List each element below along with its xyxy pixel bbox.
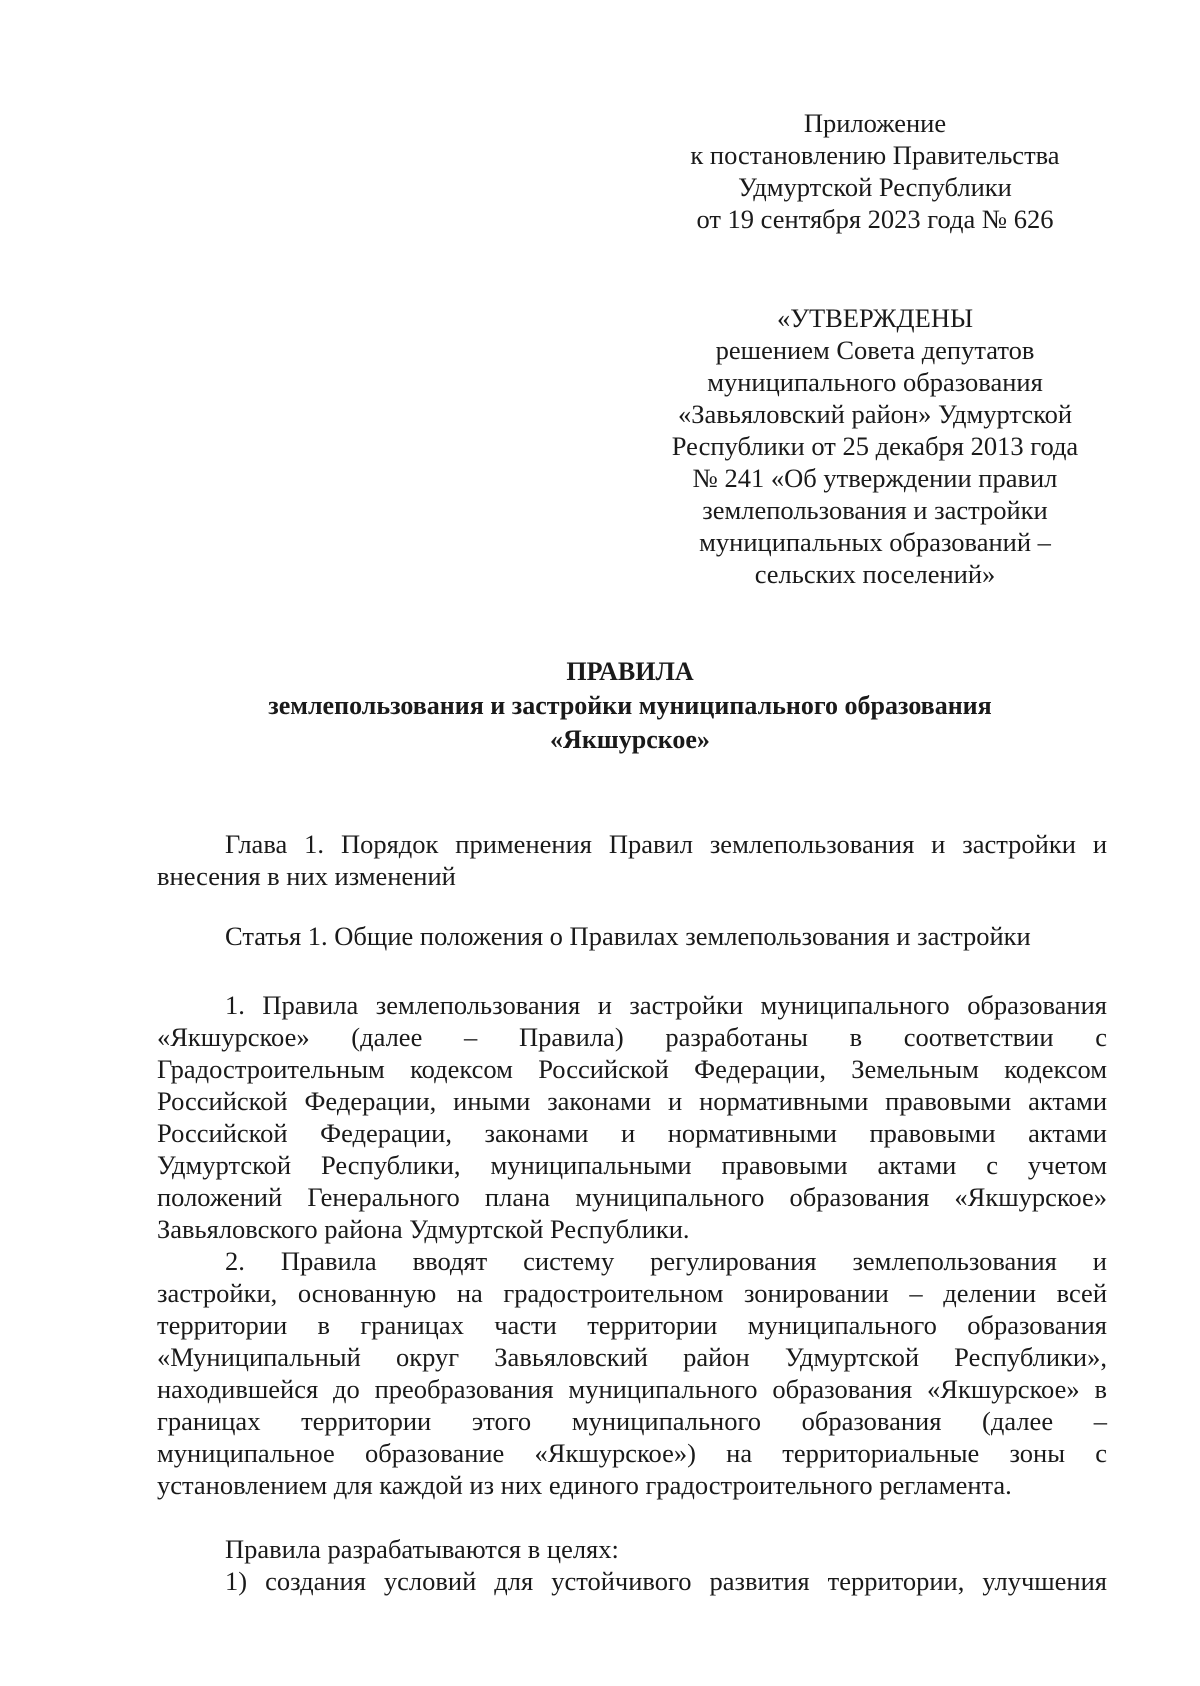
approved-stamp-block <box>640 302 1110 590</box>
paragraph-2 <box>157 1245 1107 1501</box>
goals-intro <box>157 1533 1107 1565</box>
approved-line: муниципальных образований – <box>699 527 1051 557</box>
paragraph-line: «Муниципальный округ Завьяловский район Удмуртской Республики», <box>157 1342 1107 1372</box>
paragraph-line: находившейся до преобразования муниципального образования «Якшурское» в <box>157 1374 1107 1404</box>
document-title <box>150 655 1110 757</box>
approved-line: № 241 «Об утверждении правил <box>692 463 1058 493</box>
chapter-line: внесения в них изменений <box>157 861 456 891</box>
approved-line: землепользования и застройки <box>702 495 1048 525</box>
title-subheading: землепользования и застройки муниципального образования <box>268 691 992 720</box>
paragraph-line: территории в границах части территории муниципального образования <box>157 1310 1107 1340</box>
title-heading: ПРАВИЛА <box>566 657 694 686</box>
appendix-line: Удмуртской Республики <box>738 172 1012 202</box>
goals-intro-text: Правила разрабатываются в целях: <box>225 1534 619 1564</box>
goal-item-1 <box>157 1565 1107 1597</box>
approved-line: решением Совета депутатов <box>715 335 1035 365</box>
appendix-line: от 19 сентября 2023 года № 626 <box>696 204 1054 234</box>
chapter-line: Глава 1. Порядок применения Правил землепользования и застройки и <box>225 829 1107 859</box>
approved-line: «УТВЕРЖДЕНЫ <box>776 303 974 333</box>
paragraph-line: положений Генерального плана муниципального образования «Якшурское» <box>157 1182 1107 1212</box>
appendix-line: Приложение <box>803 108 947 138</box>
paragraph-line: Градостроительным кодексом Российской Федерации, Земельным кодексом <box>157 1054 1107 1084</box>
approved-line: сельских поселений» <box>754 559 996 589</box>
paragraph-line: застройки, основанную на градостроительном зонировании – делении всей <box>157 1278 1107 1308</box>
paragraph-line: 2. Правила вводят систему регулирования землепользования и <box>225 1246 1107 1276</box>
paragraph-line: границах территории этого муниципального образования (далее – <box>157 1406 1107 1436</box>
approved-line: муниципального образования <box>707 367 1043 397</box>
paragraph-line: Завьяловского района Удмуртской Республики. <box>157 1214 690 1244</box>
chapter-heading <box>157 828 1107 892</box>
paragraph-line: Российской Федерации, иными законами и нормативными правовыми актами <box>157 1086 1107 1116</box>
paragraph-1 <box>157 989 1107 1245</box>
paragraph-line: 1. Правила землепользования и застройки муниципального образования <box>225 990 1107 1020</box>
article-title: Статья 1. Общие положения о Правилах землепользования и застройки <box>225 921 1031 951</box>
appendix-header <box>660 107 1090 235</box>
paragraph-line: муниципальное образование «Якшурское») на территориальные зоны с <box>157 1438 1107 1468</box>
paragraph-line: Российской Федерации, законами и нормативными правовыми актами <box>157 1118 1107 1148</box>
paragraph-line: «Якшурское» (далее – Правила) разработаны в соответствии с <box>157 1022 1107 1052</box>
approved-line: «Завьяловский район» Удмуртской <box>677 399 1073 429</box>
approved-line: Республики от 25 декабря 2013 года <box>671 431 1079 461</box>
article-heading <box>157 920 1107 952</box>
title-municipality: «Якшурское» <box>550 725 710 754</box>
goal-item-text: 1) создания условий для устойчивого развития территории, улучшения <box>225 1566 1107 1596</box>
paragraph-line: Удмуртской Республики, муниципальными правовыми актами с учетом <box>157 1150 1107 1180</box>
paragraph-line: установлением для каждой из них единого градостроительного регламента. <box>157 1470 1012 1500</box>
appendix-line: к постановлению Правительства <box>690 140 1060 170</box>
